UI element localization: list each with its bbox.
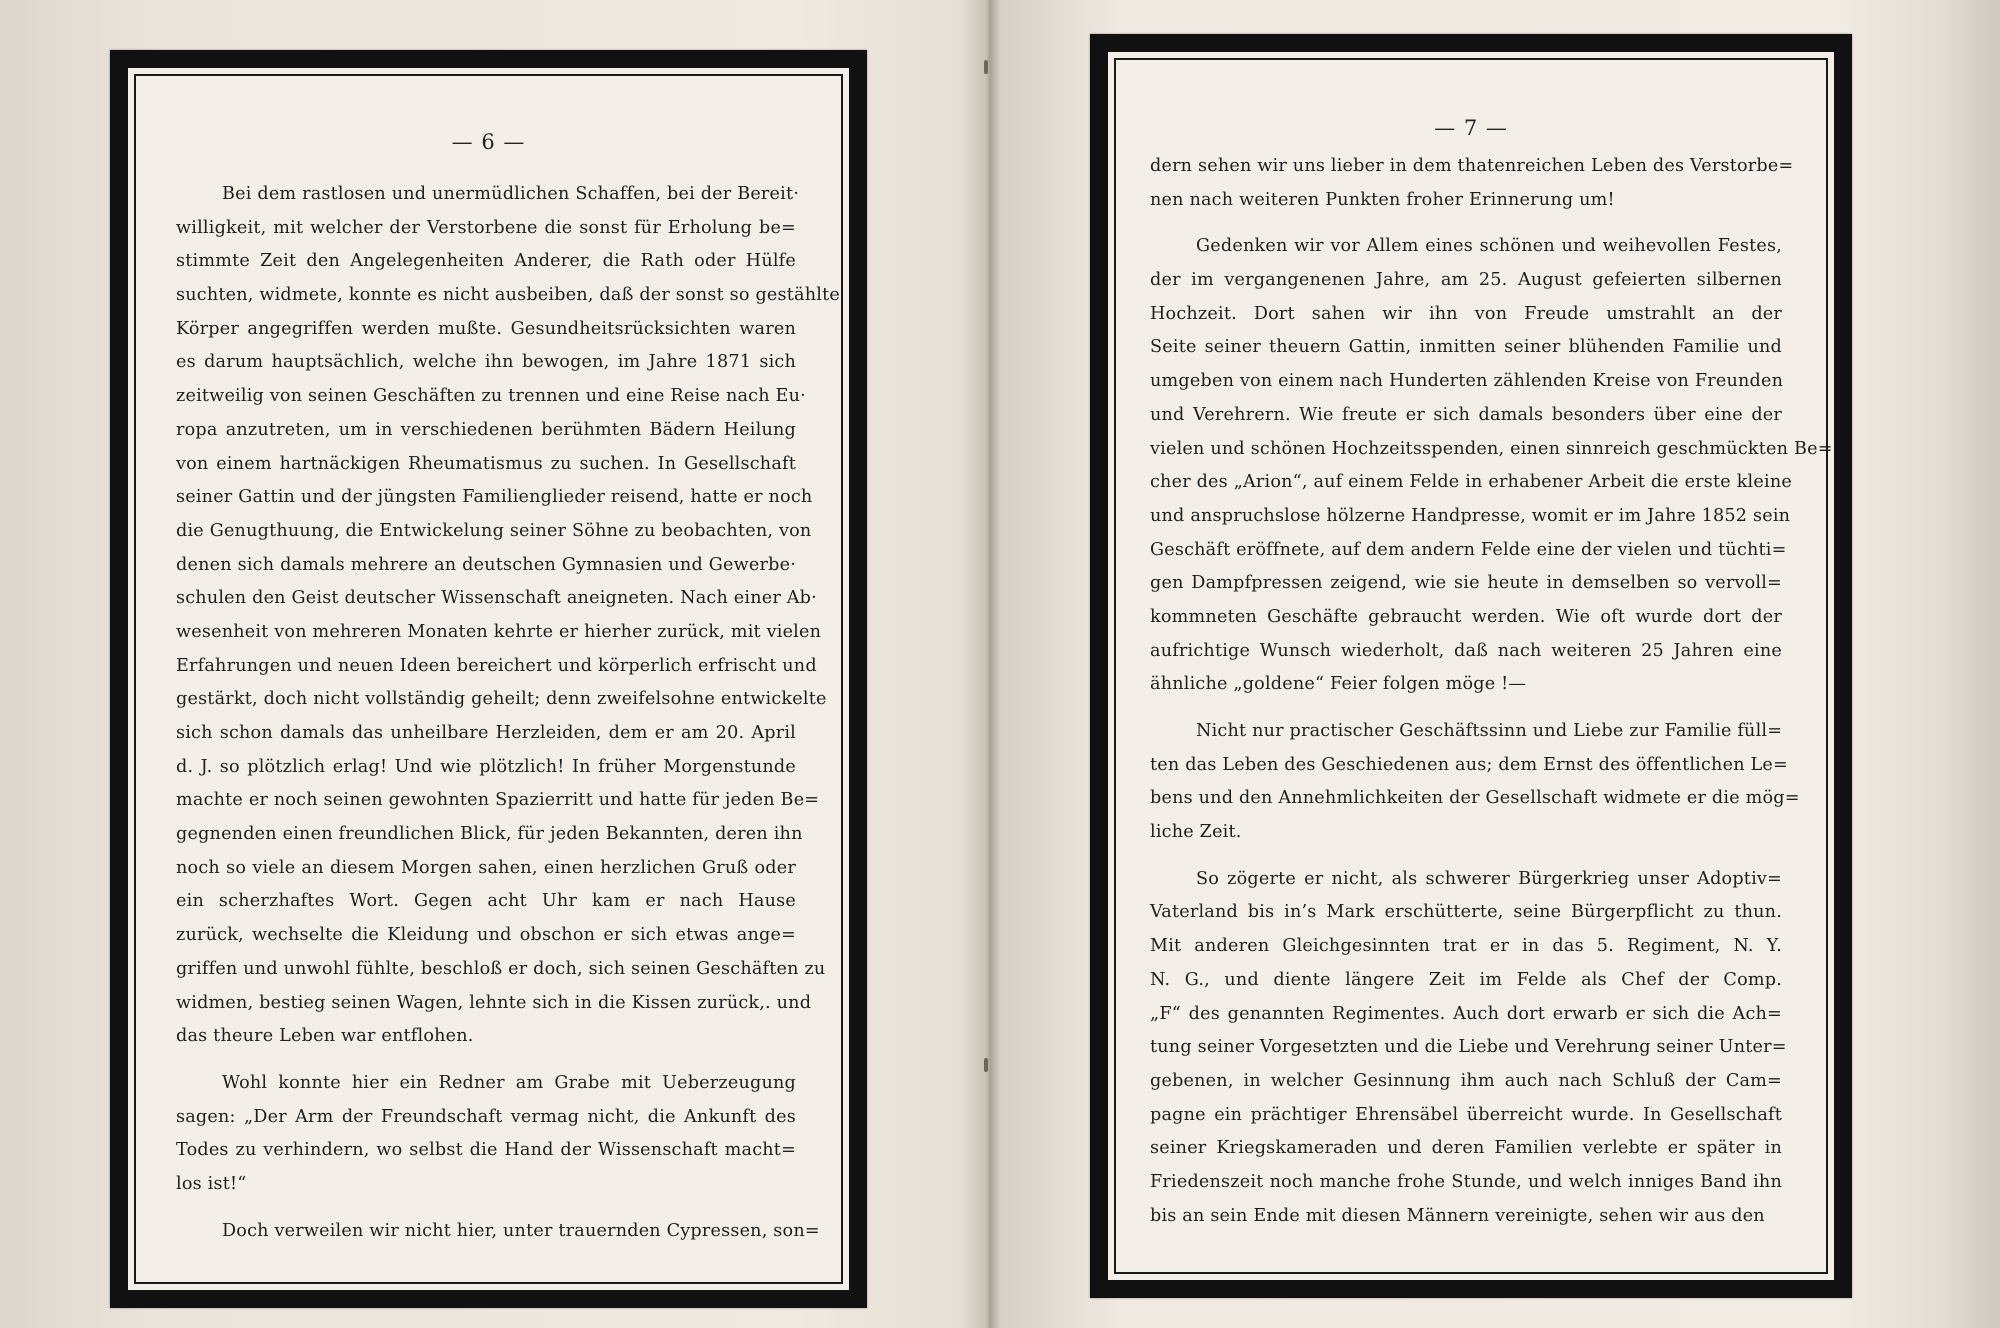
text-line: zurück, wechselte die Kleidung und obschon er sich etwas ange= bbox=[176, 925, 796, 946]
text-line: von einem hartnäckigen Rheumatismus zu suchen. In Gesellschaft bbox=[176, 453, 796, 474]
text-line: N. G., und diente längere Zeit im Felde als Chef der Comp. bbox=[1150, 969, 1782, 990]
text-line: wesenheit von mehreren Monaten kehrte er hierher zurück, mit vielen bbox=[176, 621, 822, 642]
text-line: und Verehrern. Wie freute er sich damals besonders über eine der bbox=[1150, 404, 1782, 425]
text-line: gegnenden einen freundlichen Blick, für jeden Bekannten, deren ihn bbox=[176, 824, 803, 845]
paragraph-gap bbox=[176, 1054, 796, 1067]
text-line: Mit anderen Gleichgesinnten trat er in das 5. Regiment, N. Y. bbox=[1150, 936, 1782, 957]
text-line: Wohl konnte hier ein Redner am Grabe mit Ueberzeugung bbox=[222, 1072, 796, 1093]
text-line: los ist!“ bbox=[176, 1173, 247, 1194]
left-page-mourning-border bbox=[110, 50, 867, 1308]
text-line: die Genugthuung, die Entwickelung seiner Söhne zu beobachten, von bbox=[176, 520, 812, 541]
text-line: umgeben von einem nach Hunderten zählenden Kreise von Freunden bbox=[1150, 371, 1784, 392]
binding-stitch bbox=[984, 1058, 988, 1072]
text-line: der im vergangenenen Jahre, am 25. August gefeierten silbernen bbox=[1150, 270, 1782, 291]
text-line: ein scherzhaftes Wort. Gegen acht Uhr kam er nach Hause bbox=[176, 891, 796, 912]
text-line: dern sehen wir uns lieber in dem thatenreichen Leben des Verstorbe= bbox=[1150, 156, 1794, 176]
text-line: Doch verweilen wir nicht hier, unter trauernden Cypressen, son= bbox=[222, 1220, 820, 1241]
text-line: schulen den Geist deutscher Wissenschaft aneigneten. Nach einer Ab· bbox=[176, 588, 817, 609]
text-line: ähnliche „goldene“ Feier folgen möge !— bbox=[1150, 674, 1527, 695]
text-line: gen Dampfpressen zeigend, wie sie heute in demselben so vervoll= bbox=[1150, 573, 1782, 594]
text-line: Erfahrungen und neuen Ideen bereichert und körperlich erfrischt und bbox=[176, 655, 817, 676]
text-line: Nicht nur practischer Geschäftssinn und Liebe zur Familie füll= bbox=[1196, 721, 1783, 741]
text-line: das theure Leben war entflohen. bbox=[176, 1026, 474, 1047]
text-line: cher des „Arion“, auf einem Felde in erhabener Arbeit die erste kleine bbox=[1150, 472, 1792, 493]
text-line: Bei dem rastlosen und unermüdlichen Schaffen, bei der Bereit· bbox=[222, 184, 800, 204]
text-line: widmen, bestieg seinen Wagen, lehnte sich in die Kissen zurück,. und bbox=[176, 992, 812, 1013]
text-line: „F“ des genannten Regimentes. Auch dort erwarb er sich die Ach= bbox=[1150, 1003, 1782, 1024]
text-line: Seite seiner theuern Gattin, inmitten seiner blühenden Familie und bbox=[1150, 337, 1782, 358]
text-line: liche Zeit. bbox=[1150, 822, 1242, 843]
right-page-text bbox=[1150, 150, 1833, 1233]
text-line: Vaterland bis in’s Mark erschütterte, seine Bürgerpflicht zu thun. bbox=[1150, 902, 1782, 923]
text-line: griffen und unwohl fühlte, beschloß er doch, sich seinen Geschäften zu bbox=[176, 958, 826, 979]
text-line: gebenen, in welcher Gesinnung ihm auch nach Schluß der Cam= bbox=[1150, 1070, 1782, 1091]
text-line: gestärkt, doch nicht vollständig geheilt; denn zweifelsohne entwickelte bbox=[176, 689, 827, 710]
left-page-content bbox=[136, 76, 841, 1282]
right-page-mourning-border bbox=[1090, 34, 1852, 1298]
text-line: vielen und schönen Hochzeitsspenden, einen sinnreich geschmückten Be= bbox=[1150, 438, 1833, 459]
text-line: und anspruchslose hölzerne Handpresse, womit er im Jahre 1852 sein bbox=[1150, 505, 1791, 526]
text-line: machte er noch seinen gewohnten Spazierritt und hatte für jeden Be= bbox=[176, 790, 820, 811]
text-line: sich schon damals das unheilbare Herzleiden, dem er am 20. April bbox=[176, 723, 796, 743]
text-line: pagne ein prächtiger Ehrensäbel überreicht wurde. In Gesellschaft bbox=[1150, 1104, 1782, 1125]
text-line: Gedenken wir vor Allem eines schönen und weihevollen Festes, bbox=[1196, 236, 1782, 257]
text-line: sagen: „Der Arm der Freundschaft vermag nicht, die Ankunft des bbox=[176, 1106, 796, 1127]
text-line: willigkeit, mit welcher der Verstorbene die sonst für Erholung be= bbox=[176, 217, 796, 238]
text-line: zeitweilig von seinen Geschäften zu trennen und eine Reise nach Eu· bbox=[176, 386, 806, 407]
paragraph-gap bbox=[1150, 702, 1782, 715]
text-line: bens und den Annehmlichkeiten der Gesellschaft widmete er die mög= bbox=[1150, 788, 1800, 809]
text-line: ten das Leben des Geschiedenen aus; dem Ernst des öffentlichen Le= bbox=[1150, 754, 1788, 775]
text-line: es darum hauptsächlich, welche ihn bewogen, im Jahre 1871 sich bbox=[176, 352, 796, 373]
right-page-number: — 7 — bbox=[1434, 116, 1508, 140]
text-line: seiner Gattin und der jüngsten Familienglieder reisend, hatte er noch bbox=[176, 487, 813, 508]
text-line: kommneten Geschäfte gebraucht werden. Wie oft wurde dort der bbox=[1150, 606, 1782, 627]
text-line: stimmte Zeit den Angelegenheiten Anderer, die Rath oder Hülfe bbox=[176, 251, 796, 272]
left-page-number: — 6 — bbox=[451, 130, 526, 154]
paragraph-gap bbox=[1150, 217, 1782, 230]
paragraph-gap bbox=[1150, 850, 1782, 863]
text-line: suchten, widmete, konnte es nicht ausbeiben, daß der sonst so gestählte bbox=[176, 285, 840, 306]
text-line: Hochzeit. Dort sahen wir ihn von Freude umstrahlt an der bbox=[1150, 303, 1782, 324]
text-line: Körper angegriffen werden mußte. Gesundheitsrücksichten waren bbox=[176, 318, 796, 339]
text-line: So zögerte er nicht, als schwerer Bürgerkrieg unser Adoptiv= bbox=[1196, 868, 1782, 889]
text-line: Geschäft eröffnete, auf dem andern Felde eine der vielen und tüchti= bbox=[1150, 539, 1787, 560]
text-line: denen sich damals mehrere an deutschen Gymnasien und Gewerbe· bbox=[176, 554, 796, 575]
left-page-text bbox=[176, 178, 840, 1248]
text-line: seiner Kriegskameraden und deren Familien verlebte er später in bbox=[1150, 1138, 1782, 1159]
text-line: Todes zu verhindern, wo selbst die Hand der Wissenschaft macht= bbox=[176, 1140, 796, 1161]
text-line: Friedenszeit noch manche frohe Stunde, und welch inniges Band ihn bbox=[1150, 1171, 1782, 1192]
binding-stitch bbox=[984, 60, 988, 74]
right-page-content bbox=[1116, 60, 1833, 1272]
text-line: ropa anzutreten, um in verschiedenen berühmten Bädern Heilung bbox=[176, 419, 796, 440]
text-line: bis an sein Ende mit diesen Männern vereinigte, sehen wir aus den bbox=[1150, 1205, 1765, 1226]
text-line: noch so viele an diesem Morgen sahen, einen herzlichen Gruß oder bbox=[176, 857, 796, 878]
text-line: d. J. so plötzlich erlag! Und wie plötzlich! In früher Morgenstunde bbox=[176, 756, 796, 777]
text-line: aufrichtige Wunsch wiederholt, daß nach weiteren 25 Jahren eine bbox=[1150, 640, 1782, 661]
text-line: tung seiner Vorgesetzten und die Liebe und Verehrung seiner Unter= bbox=[1150, 1037, 1787, 1058]
paragraph-gap bbox=[176, 1202, 796, 1215]
text-line: nen nach weiteren Punkten froher Erinnerung um! bbox=[1150, 189, 1615, 210]
